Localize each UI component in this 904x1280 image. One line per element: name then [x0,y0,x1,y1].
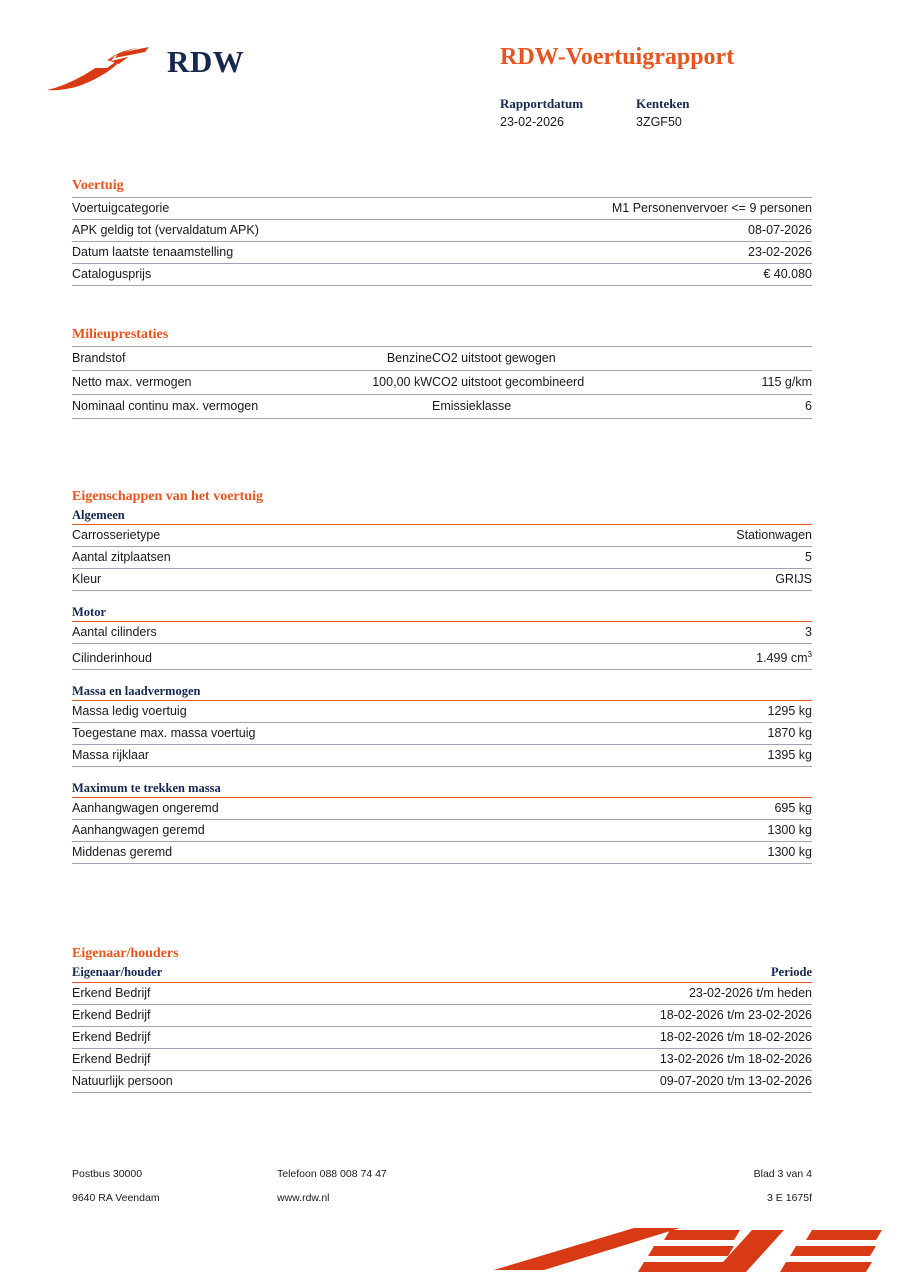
table-row [72,220,812,242]
table-row [72,983,812,1005]
row-value-superscript: 3 [807,650,812,659]
table-row [72,371,812,395]
section-owners [72,946,812,1093]
owners-table [72,983,812,1093]
owner-period: 23-02-2026 t/m heden [367,983,812,1005]
footer-doc-reference: 3 E 1675f [767,1192,812,1204]
table-row [72,820,812,842]
section-properties [72,489,812,864]
section-title-vehicle: Voertuig [72,178,124,193]
table-row [72,395,812,419]
table-row [72,842,812,864]
row-label: Datum laatste tenaamstelling [72,242,429,264]
environment-table [72,346,812,419]
row-label: Massa ledig voertuig [72,701,668,723]
row-value: 23-02-2026 [429,242,812,264]
table-row [72,264,812,286]
owner-name: Erkend Bedrijf [72,1027,367,1049]
report-date-value: 23-02-2026 [500,115,564,129]
table-row [72,798,812,820]
properties-table-motor [72,622,812,670]
row-value: 3 [518,622,812,644]
table-row [72,547,812,569]
table-row [72,701,812,723]
subsection-title-algemeen: Algemeen [72,508,125,522]
row-value: 1300 kg [640,842,812,864]
rdw-swoosh-logo-icon [45,46,155,98]
row-label-right: Emissieklasse [432,395,672,419]
footer-city: 9640 RA Veendam [72,1192,160,1204]
row-label-left: Brandstof [72,347,302,371]
row-value: 1870 kg [668,723,812,745]
footer-page-number: Blad 3 van 4 [753,1168,812,1180]
row-label: APK geldig tot (vervaldatum APK) [72,220,429,242]
row-label: Aanhangwagen ongeremd [72,798,640,820]
row-value-left: Benzine [302,347,432,371]
row-value-right [672,347,812,371]
subsection-title-trekken: Maximum te trekken massa [72,781,221,796]
table-row [72,1071,812,1093]
row-value: Stationwagen [491,525,812,547]
row-label: Aantal zitplaatsen [72,547,491,569]
owners-col-owner-header: Eigenaar/houder [72,965,163,979]
table-row [72,525,812,547]
vehicle-table [72,197,812,286]
owner-period: 13-02-2026 t/m 18-02-2026 [367,1049,812,1071]
subsection-title-massa: Massa en laadvermogen [72,684,201,699]
properties-table-trekken [72,798,812,864]
row-value-left [302,395,432,419]
row-value: 695 kg [640,798,812,820]
section-title-environment: Milieuprestaties [72,327,169,342]
section-title-properties: Eigenschappen van het voertuig [72,489,263,504]
row-label: Cilinderinhoud [72,644,518,670]
row-value-right: 6 [672,395,812,419]
owner-name: Natuurlijk persoon [72,1071,367,1093]
row-value [518,644,812,670]
table-row [72,1027,812,1049]
row-value: 08-07-2026 [429,220,812,242]
row-value: GRIJS [491,569,812,591]
row-value-text: 1.499 cm [756,651,808,666]
table-row [72,745,812,767]
properties-table-algemeen [72,525,812,591]
table-row [72,198,812,220]
licence-plate-value: 3ZGF50 [636,115,682,129]
owners-col-period-header: Periode [771,965,812,979]
row-value: € 40.080 [429,264,812,286]
licence-plate-label: Kenteken [636,96,690,111]
table-row [72,242,812,264]
subsection-title-motor: Motor [72,605,107,619]
row-label: Aantal cilinders [72,622,518,644]
table-row [72,723,812,745]
row-value-right: 115 g/km [672,371,812,395]
footer-website[interactable]: www.rdw.nl [277,1192,330,1204]
row-label: Toegestane max. massa voertuig [72,723,668,745]
owners-column-headers [72,965,812,982]
table-row [72,622,812,644]
section-vehicle [72,178,812,286]
rdw-logo [45,36,305,106]
row-value: 1395 kg [668,745,812,767]
row-label: Middenas geremd [72,842,640,864]
row-label: Catalogusprijs [72,264,429,286]
row-label: Kleur [72,569,491,591]
row-label: Massa rijklaar [72,745,668,767]
row-label: Voertuigcategorie [72,198,429,220]
row-value: M1 Personenvervoer <= 9 personen [429,198,812,220]
document-header [0,28,904,138]
report-meta [500,96,830,129]
owner-period: 18-02-2026 t/m 18-02-2026 [367,1027,812,1049]
table-row [72,569,812,591]
properties-table-massa [72,701,812,767]
owner-period: 18-02-2026 t/m 23-02-2026 [367,1005,812,1027]
section-environment [72,327,812,419]
row-label-left: Netto max. vermogen [72,371,302,395]
table-row [72,347,812,371]
footer-postbus: Postbus 30000 [72,1168,143,1180]
report-date-label: Rapportdatum [500,96,584,111]
rdw-stripes-mark-icon [484,1210,904,1280]
table-row [72,644,812,670]
owner-name: Erkend Bedrijf [72,983,367,1005]
row-label: Carrosserietype [72,525,491,547]
table-row [72,1005,812,1027]
document-footer [72,1168,812,1216]
row-label: Aanhangwagen geremd [72,820,640,842]
row-label-right: CO2 uitstoot gewogen [432,347,672,371]
owner-name: Erkend Bedrijf [72,1049,367,1071]
row-value: 1300 kg [640,820,812,842]
owner-name: Erkend Bedrijf [72,1005,367,1027]
footer-phone: Telefoon 088 008 74 47 [277,1168,387,1180]
row-value-left: 100,00 kW [302,371,432,395]
row-value: 1295 kg [668,701,812,723]
row-label-right: CO2 uitstoot gecombineerd [432,371,672,395]
page-title: RDW-Voertuigrapport [500,44,735,70]
row-value: 5 [491,547,812,569]
table-row [72,1049,812,1071]
rdw-logo-text: RDW [167,44,245,79]
owner-period: 09-07-2020 t/m 13-02-2026 [367,1071,812,1093]
row-label-left: Nominaal continu max. vermogen [72,395,302,419]
section-title-owners: Eigenaar/houders [72,946,179,961]
